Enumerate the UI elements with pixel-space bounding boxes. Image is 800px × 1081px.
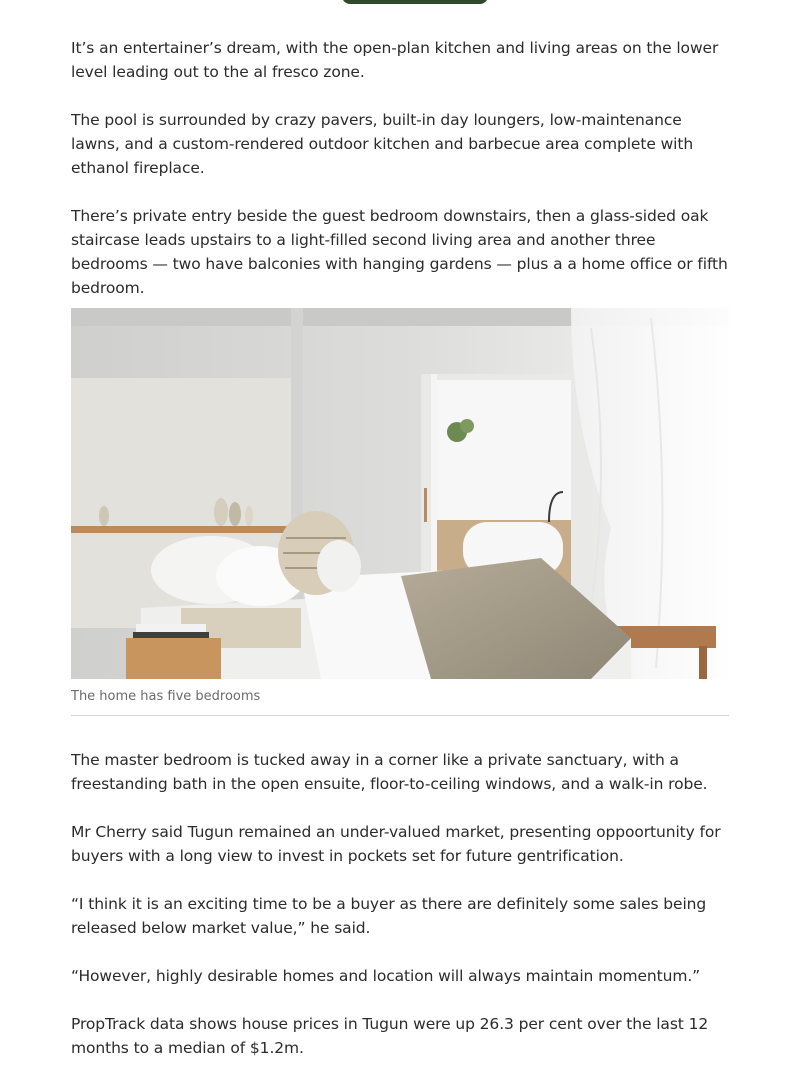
article-paragraph: “I think it is an exciting time to be a buyer as there are definitely some sales being released below market value,” he said. xyxy=(71,895,707,937)
article-paragraph: Mr Cherry said Tugun remained an under-valued market, presenting oppoortunity for buyers with a long view to invest in pockets set for future gentrification. xyxy=(71,823,721,865)
bedroom-photo[interactable] xyxy=(71,308,729,679)
caption-divider xyxy=(71,715,729,716)
article-paragraph: PropTrack data shows house prices in Tugun were up 26.3 per cent over the last 12 months to a median of $1.2m. xyxy=(71,1015,709,1057)
article-paragraph: The master bedroom is tucked away in a corner like a private sanctuary, with a freestanding bath in the open ensuite, floor-to-ceiling windows, and a walk-in robe. xyxy=(71,751,708,793)
previous-image-edge xyxy=(342,0,488,4)
article-paragraph: “However, highly desirable homes and location will always maintain momentum.” xyxy=(71,967,701,985)
image-caption: The home has five bedrooms xyxy=(71,689,261,704)
article-paragraph: It’s an entertainer’s dream, with the open-plan kitchen and living areas on the lower level leading out to the al fresco zone. xyxy=(71,39,719,81)
bedroom-figure xyxy=(71,308,729,716)
article-paragraph: The pool is surrounded by crazy pavers, built-in day loungers, low-maintenance lawns, and a custom-rendered outdoor kitchen and barbecue area complete with ethanol fireplace. xyxy=(71,111,694,177)
article-paragraph: There’s private entry beside the guest bedroom downstairs, then a glass-sided oak staircase leads upstairs to a light-filled second living area and another three bedrooms — two have balconies with hanging gardens — plus a a home office or fifth bedroom. xyxy=(71,207,728,297)
